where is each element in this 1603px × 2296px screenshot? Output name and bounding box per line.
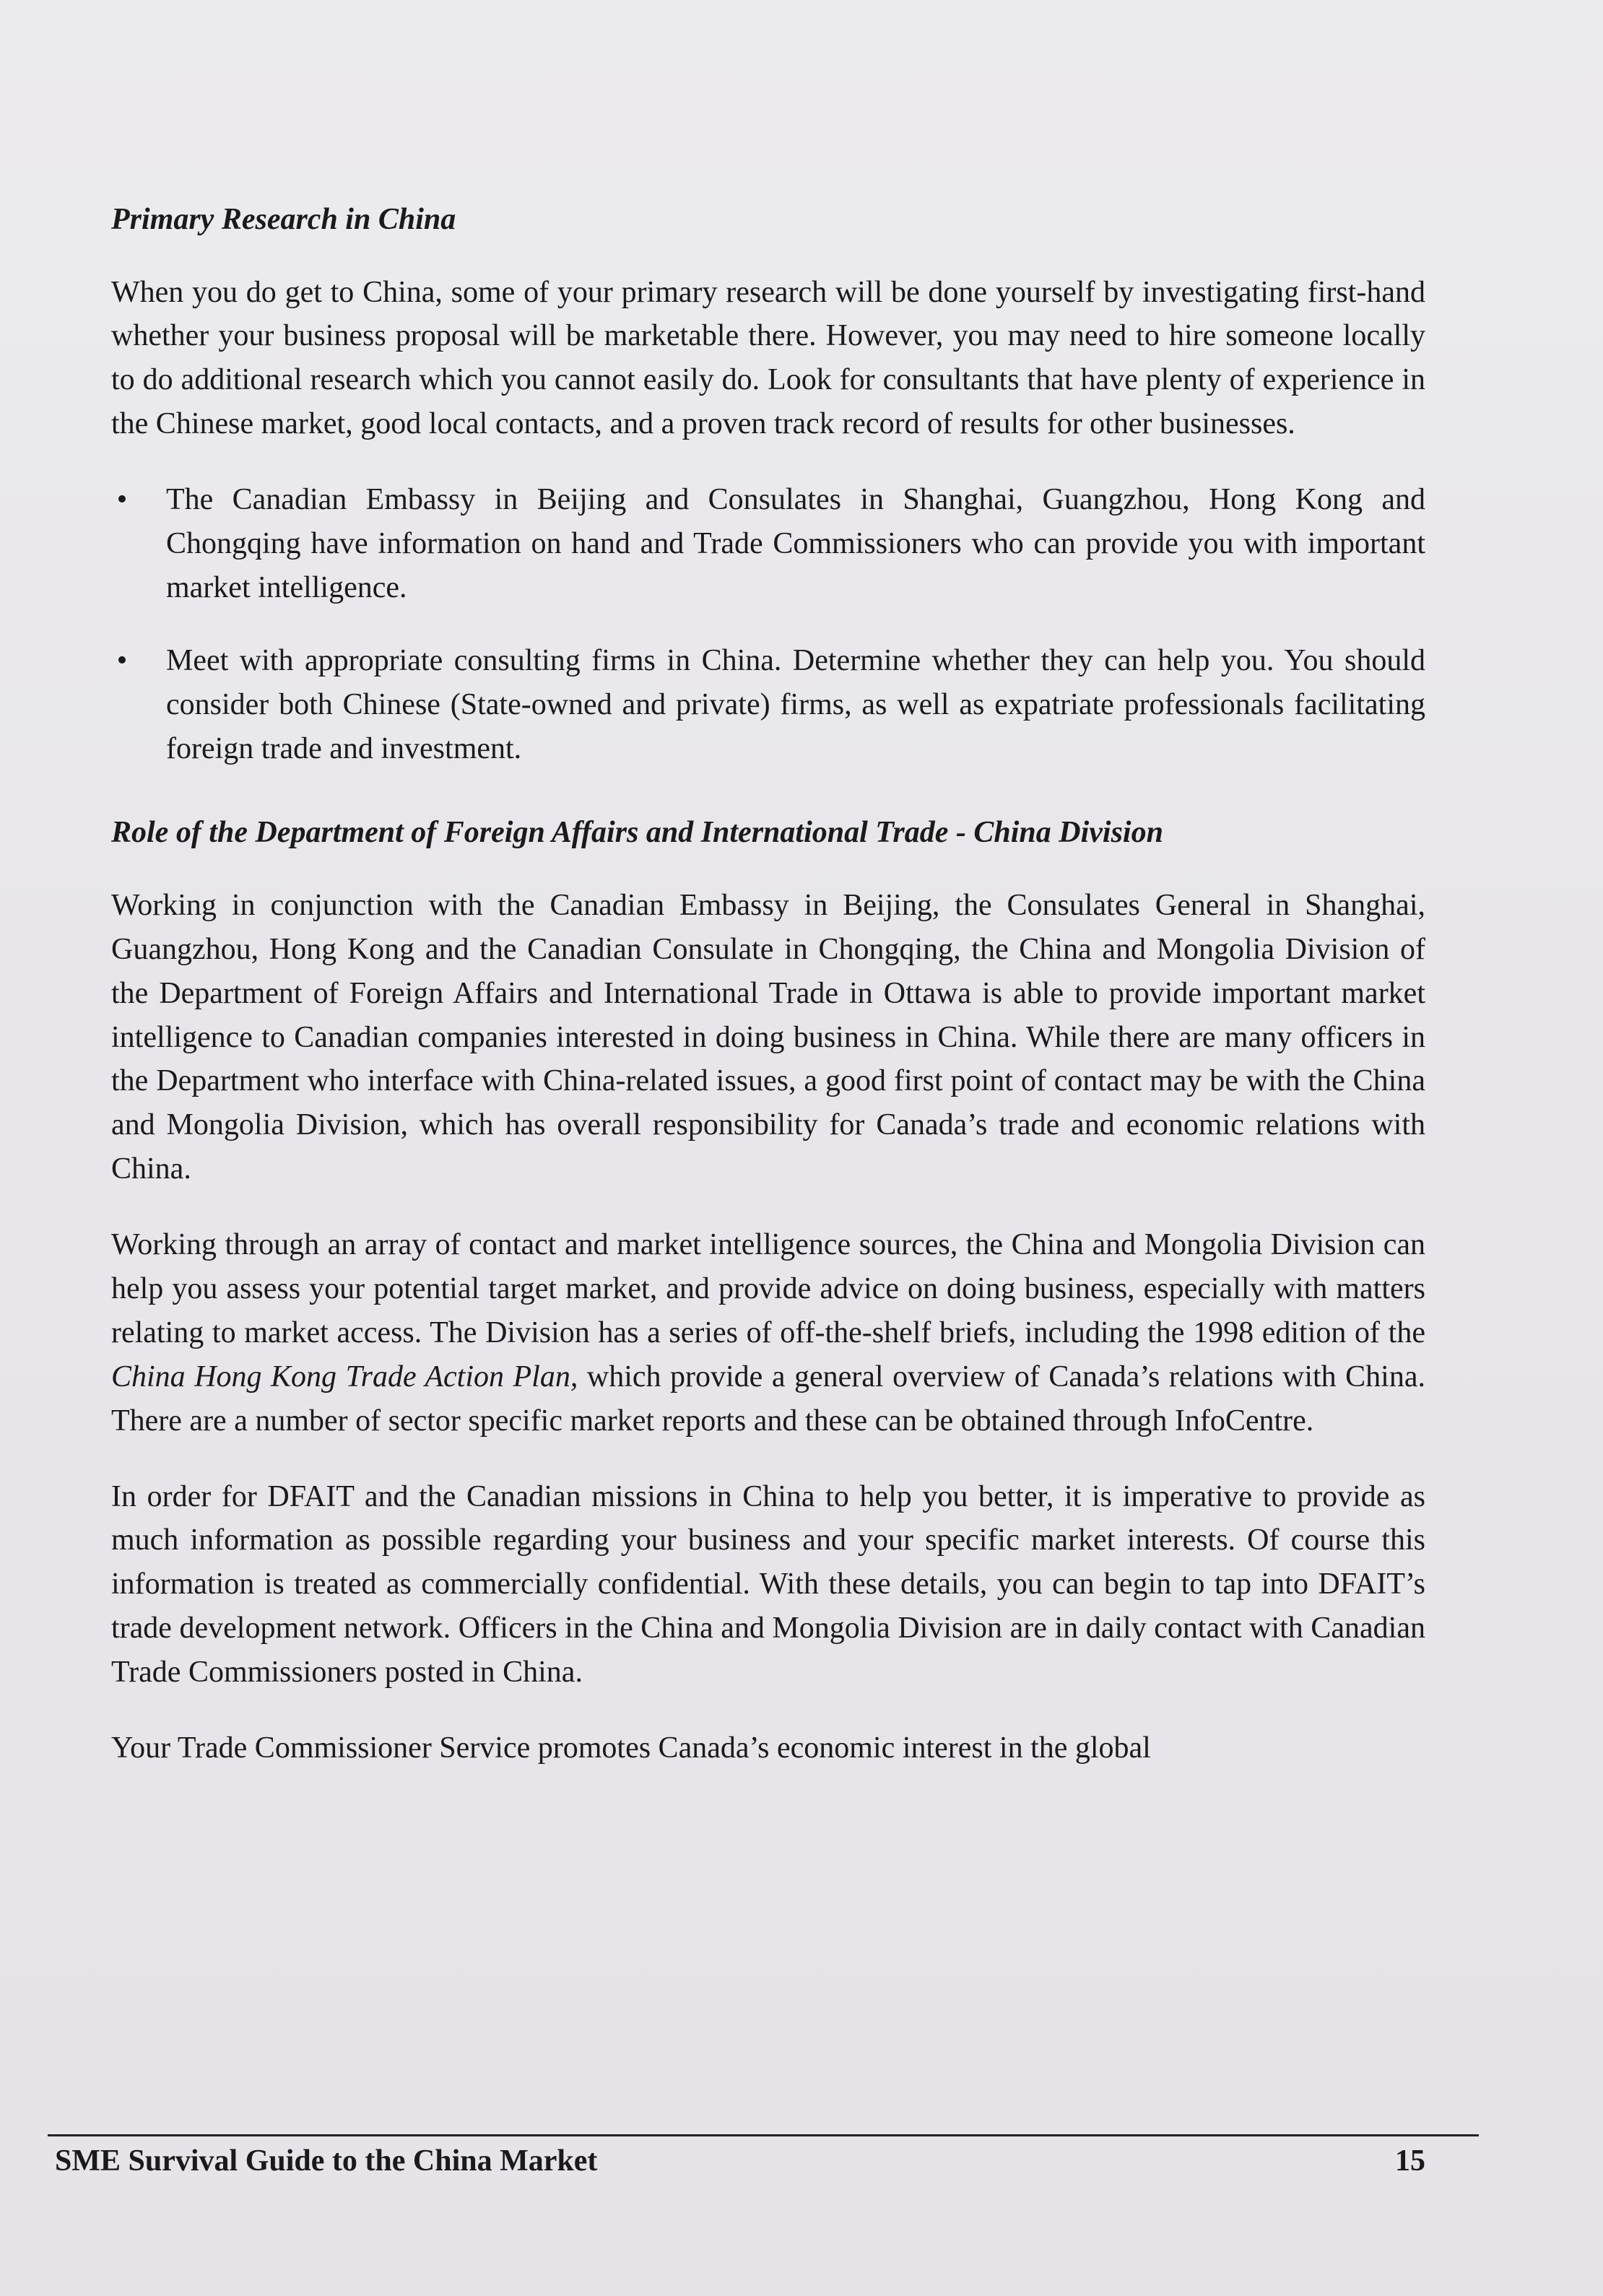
bullet-text: Meet with appropriate consulting firms in China. Determine whether they can help you. You should consider both Chinese (State-owned and private) firms, as well as expatriate professionals facilitating foreign trade and investment. bbox=[166, 643, 1425, 765]
paragraph-dfait-2 bbox=[111, 1223, 1425, 1443]
footer-divider bbox=[48, 2134, 1479, 2136]
paragraph-dfait-2-text-b: which provide a general overview of Canada’s relations with China. There are a number of sector specific market reports and these can be obtained through InfoCentre. bbox=[111, 1360, 1425, 1438]
bullet-item bbox=[111, 478, 1425, 610]
heading-primary-research: Primary Research in China bbox=[111, 203, 456, 236]
paragraph-dfait-4: Your Trade Commissioner Service promotes Canada’s economic interest in the global bbox=[111, 1731, 1151, 1765]
paragraph-dfait-2-text-a: Working through an array of contact and market intelligence sources, the China and Mongolia Division can help you assess your potential target market, and provide advice on doing business, especially with matters relating to market access. The Division has a series of off-the-shelf briefs, including the 1998 edition of the bbox=[111, 1228, 1425, 1349]
paragraph-primary-research: When you do get to China, some of your primary research will be done yourself by investigating first-hand whether your business proposal will be marketable there. However, you may need to hire someone locally to do additional research which you cannot easily do. Look for consultants that have plenty of experience in the Chinese market, good local contacts, and a proven track record of results for other businesses. bbox=[111, 275, 1425, 441]
footer-title: SME Survival Guide to the China Market bbox=[55, 2144, 598, 2178]
paragraph-dfait-1: Working in conjunction with the Canadian Embassy in Beijing, the Consulates General in Shanghai, Guangzhou, Hong Kong and the Canadian Consulate in Chongqing, the China and Mongolia Division of the Department of Foreign Affairs and International Trade in Ottawa is able to provide important market intelligence to Canadian companies interested in doing business in China. While there are many officers in the Department who interface with China-related issues, a good first point of contact may be with the China and Mongolia Division, which has overall responsibility for Canada’s trade and economic relations with China. bbox=[111, 888, 1425, 1186]
heading-dfait-role: Role of the Department of Foreign Affairs and International Trade - China Division bbox=[111, 816, 1163, 850]
page-number: 15 bbox=[1395, 2144, 1425, 2178]
bullet-text: The Canadian Embassy in Beijing and Consulates in Shanghai, Guangzhou, Hong Kong and Chongqing have information on hand and Trade Commissioners who can provide you with important market intelligence. bbox=[166, 483, 1425, 604]
paragraph-dfait-3: In order for DFAIT and the Canadian missions in China to help you better, it is imperative to provide as much information as possible regarding your business and your specific market interests. Of course this information is treated as commercially confidential. With these details, you can begin to tap into DFAIT’s trade development network. Officers in the China and Mongolia Division are in daily contact with Canadian Trade Commissioners posted in China. bbox=[111, 1479, 1425, 1690]
page-body bbox=[111, 201, 1425, 1802]
bullet-icon: • bbox=[116, 483, 128, 517]
trade-action-plan-title: China Hong Kong Trade Action Plan, bbox=[111, 1360, 578, 1393]
bullet-item bbox=[111, 639, 1425, 771]
bullet-icon: • bbox=[116, 643, 128, 677]
bullet-list bbox=[111, 478, 1425, 770]
